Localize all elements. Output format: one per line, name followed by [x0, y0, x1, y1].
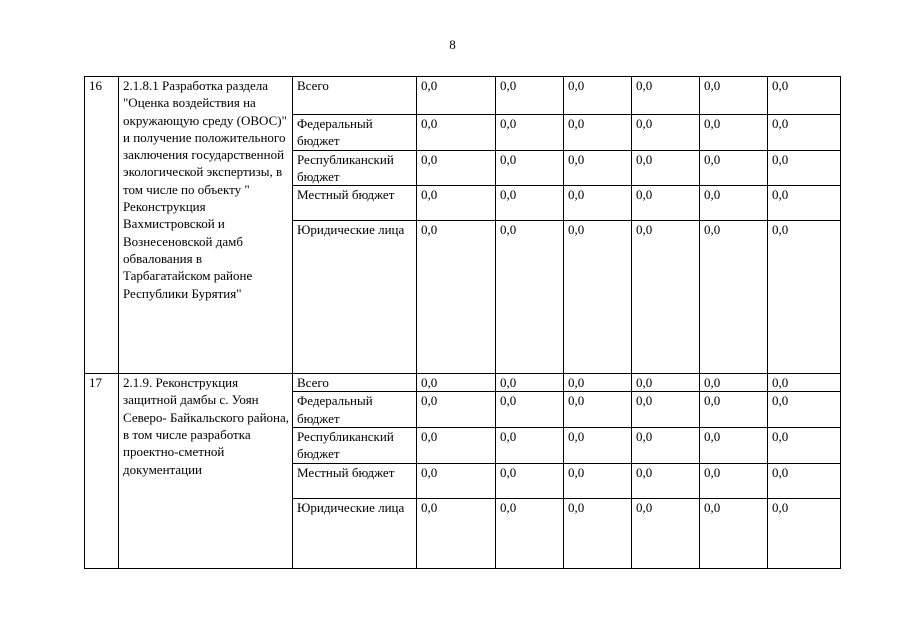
- amount-cell: 0,0: [496, 115, 564, 151]
- amount-cell: 0,0: [768, 498, 841, 568]
- amount-cell: 0,0: [700, 221, 768, 374]
- amount-cell: 0,0: [632, 498, 700, 568]
- row-number: 16: [85, 77, 119, 374]
- amount-cell: 0,0: [768, 374, 841, 392]
- amount-cell: 0,0: [417, 186, 496, 221]
- amount-cell: 0,0: [417, 463, 496, 498]
- amount-cell: 0,0: [768, 392, 841, 428]
- funding-source-label: Республиканский бюджет: [293, 150, 417, 186]
- amount-cell: 0,0: [632, 221, 700, 374]
- amount-cell: 0,0: [417, 498, 496, 568]
- amount-cell: 0,0: [496, 428, 564, 464]
- amount-cell: 0,0: [700, 186, 768, 221]
- amount-cell: 0,0: [632, 428, 700, 464]
- amount-cell: 0,0: [768, 428, 841, 464]
- amount-cell: 0,0: [632, 374, 700, 392]
- amount-cell: 0,0: [768, 150, 841, 186]
- amount-cell: 0,0: [768, 463, 841, 498]
- amount-cell: 0,0: [632, 115, 700, 151]
- funding-source-label: Местный бюджет: [293, 463, 417, 498]
- amount-cell: 0,0: [496, 374, 564, 392]
- amount-cell: 0,0: [768, 115, 841, 151]
- amount-cell: 0,0: [564, 463, 632, 498]
- amount-cell: 0,0: [417, 115, 496, 151]
- funding-source-label: Республиканский бюджет: [293, 428, 417, 464]
- amount-cell: 0,0: [496, 463, 564, 498]
- budget-table-body: [85, 77, 841, 569]
- funding-source-label: Местный бюджет: [293, 186, 417, 221]
- amount-cell: 0,0: [632, 186, 700, 221]
- amount-cell: 0,0: [564, 77, 632, 115]
- budget-table: [84, 76, 841, 569]
- amount-cell: 0,0: [632, 392, 700, 428]
- amount-cell: 0,0: [564, 221, 632, 374]
- amount-cell: 0,0: [700, 428, 768, 464]
- amount-cell: 0,0: [417, 428, 496, 464]
- amount-cell: 0,0: [768, 77, 841, 115]
- amount-cell: 0,0: [700, 115, 768, 151]
- amount-cell: 0,0: [496, 77, 564, 115]
- funding-source-label: Всего: [293, 374, 417, 392]
- amount-cell: 0,0: [564, 428, 632, 464]
- funding-source-label: Федеральный бюджет: [293, 115, 417, 151]
- amount-cell: 0,0: [417, 150, 496, 186]
- amount-cell: 0,0: [632, 77, 700, 115]
- amount-cell: 0,0: [564, 115, 632, 151]
- amount-cell: 0,0: [496, 186, 564, 221]
- amount-cell: 0,0: [417, 221, 496, 374]
- amount-cell: 0,0: [496, 221, 564, 374]
- amount-cell: 0,0: [564, 392, 632, 428]
- amount-cell: 0,0: [564, 374, 632, 392]
- amount-cell: 0,0: [496, 392, 564, 428]
- amount-cell: 0,0: [417, 374, 496, 392]
- amount-cell: 0,0: [496, 498, 564, 568]
- funding-source-label: Юридические лица: [293, 498, 417, 568]
- amount-cell: 0,0: [632, 150, 700, 186]
- amount-cell: 0,0: [564, 498, 632, 568]
- amount-cell: 0,0: [700, 498, 768, 568]
- amount-cell: 0,0: [700, 150, 768, 186]
- amount-cell: 0,0: [564, 150, 632, 186]
- amount-cell: 0,0: [700, 392, 768, 428]
- amount-cell: 0,0: [700, 374, 768, 392]
- funding-source-label: Всего: [293, 77, 417, 115]
- amount-cell: 0,0: [700, 463, 768, 498]
- amount-cell: 0,0: [700, 77, 768, 115]
- amount-cell: 0,0: [632, 463, 700, 498]
- amount-cell: 0,0: [768, 186, 841, 221]
- amount-cell: 0,0: [417, 77, 496, 115]
- funding-source-label: Федеральный бюджет: [293, 392, 417, 428]
- funding-source-label: Юридические лица: [293, 221, 417, 374]
- page-number: 8: [449, 37, 456, 52]
- measure-description: 2.1.9. Реконструкция защитной дамбы с. Уоян Северо- Байкальского района, в том числе разработка проектно-сметной документации: [119, 374, 293, 568]
- amount-cell: 0,0: [417, 392, 496, 428]
- table-row: [85, 374, 841, 392]
- amount-cell: 0,0: [768, 221, 841, 374]
- amount-cell: 0,0: [564, 186, 632, 221]
- table-row: [85, 77, 841, 115]
- measure-description: 2.1.8.1 Разработка раздела "Оценка воздействия на окружающую среду (ОВОС)" и получение положительного заключения государственной экологической экспертизы, в том числе по объекту " Реконструкция Вахмистровской и Вознесеновской дамб обвалования в Тарбагатайском районе Республики Бурятия": [119, 77, 293, 374]
- row-number: 17: [85, 374, 119, 568]
- amount-cell: 0,0: [496, 150, 564, 186]
